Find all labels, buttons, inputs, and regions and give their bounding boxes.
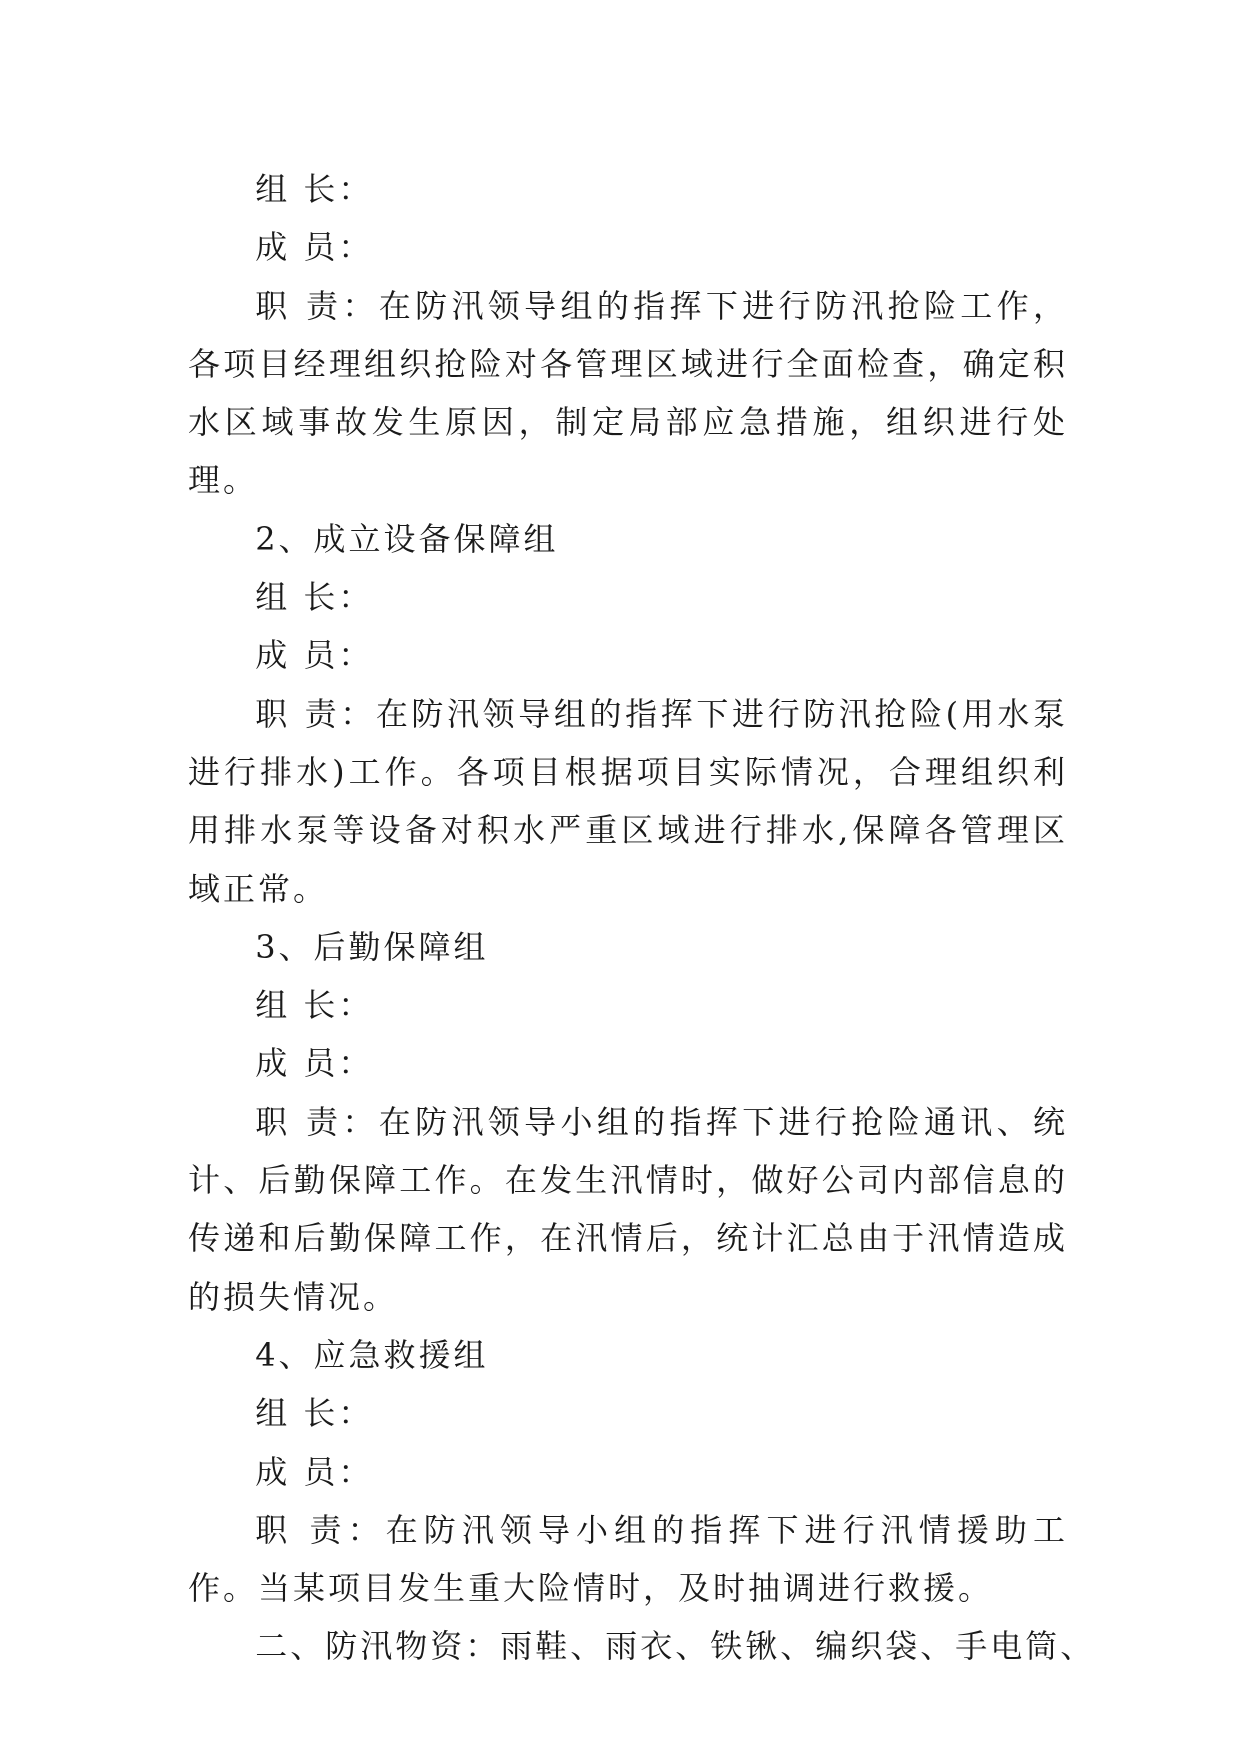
duties-paragraph-4: 职 责：在防汛领导小组的指挥下进行汛情援助工作。当某项目发生重大险情时，及时抽调进行救援。	[188, 1510, 1068, 1608]
leader-line-2: 组 长：	[255, 578, 374, 617]
supplies-line: 二、防汛物资：雨鞋、雨衣、铁锹、编织袋、手电筒、	[255, 1627, 1096, 1666]
members-line-1: 成 员：	[255, 228, 374, 267]
members-line-4: 成 员：	[255, 1452, 374, 1491]
members-line-2: 成 员：	[255, 636, 374, 675]
leader-line-4: 组 长：	[255, 1394, 374, 1433]
duties-paragraph-3: 职 责：在防汛领导小组的指挥下进行抢险通讯、统计、后勤保障工作。在发生汛情时，做好公司内部信息的传递和后勤保障工作，在汛情后，统计汇总由于汛情造成的损失情况。	[188, 1102, 1068, 1316]
section-heading-rescue: 4、应急救援组	[255, 1335, 489, 1374]
section-heading-equipment: 2、成立设备保障组	[255, 519, 559, 558]
document-body	[188, 160, 1096, 1676]
section-heading-logistics: 3、后勤保障组	[255, 927, 489, 966]
leader-line-1: 组 长：	[255, 170, 374, 208]
members-line-3: 成 员：	[255, 1044, 374, 1083]
duties-paragraph-1: 职 责：在防汛领导组的指挥下进行防汛抢险工作，各项目经理组织抢险对各管理区域进行全面检查，确定积水区域事故发生原因，制定局部应急措施，组织进行处理。	[188, 286, 1068, 500]
leader-line-3: 组 长：	[255, 986, 374, 1025]
duties-paragraph-2: 职 责：在防汛领导组的指挥下进行防汛抢险(用水泵进行排水)工作。各项目根据项目实际情况，合理组织利用排水泵等设备对积水严重区域进行排水,保障各管理区域正常。	[188, 694, 1068, 908]
